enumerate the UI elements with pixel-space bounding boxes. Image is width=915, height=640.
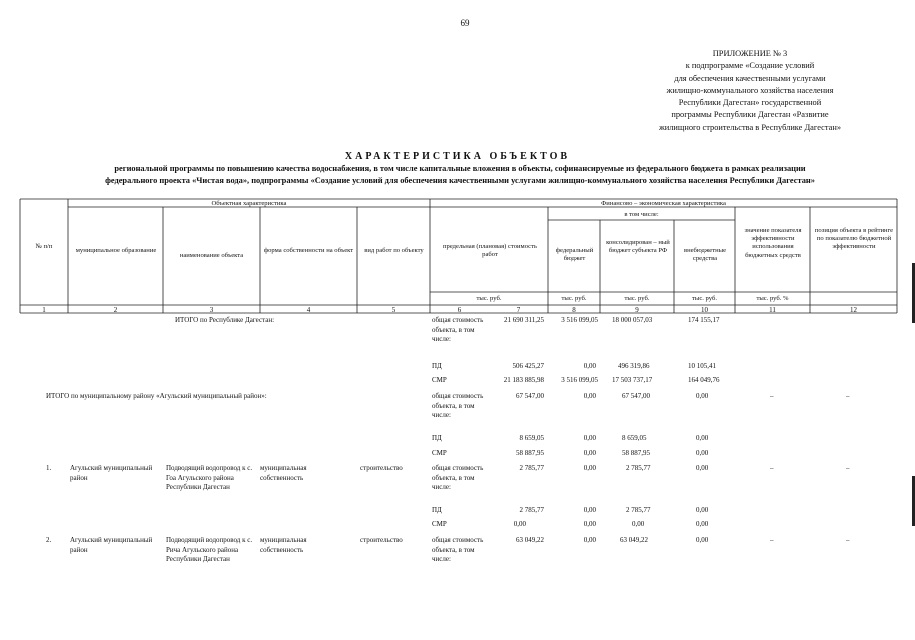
federal-value: 0,00 (583, 392, 596, 400)
consolidated-value: 8 659,05 (622, 434, 647, 442)
consolidated-value: 18 000 057,03 (612, 316, 653, 324)
row-num: 2. (46, 536, 52, 544)
line-type: ПД (432, 362, 442, 370)
rating-value: – (846, 464, 850, 472)
total-republic-label: ИТОГО по Республике Дагестан: (175, 316, 275, 324)
subtitle-line: федерального проекта «Чистая вода», подпрограммы «Создание условий для обеспечения качественными услугами жилищно-коммунального хозяйства населения Республики Дагестан» (105, 176, 815, 185)
unit-efficiency: тыс. руб. % (756, 295, 789, 302)
federal-value: 0,00 (583, 506, 596, 514)
header-ownership: форма собственности на объект (263, 247, 354, 254)
extra-value: 174 155,17 (688, 316, 720, 324)
line-type: СМР (432, 520, 447, 528)
col-number: 5 (391, 306, 396, 314)
cost-value: 58 887,95 (516, 449, 544, 457)
efficiency-value: – (770, 536, 774, 544)
col-number: 11 (769, 306, 776, 314)
efficiency-value: – (770, 464, 774, 472)
extra-value: 10 105,41 (688, 362, 716, 370)
consolidated-value: 2 785,77 (626, 464, 651, 472)
row-object-name: Подводящий водопровод к с. Рича Агульского района Республики Дагестан (166, 536, 253, 563)
header-object-name: наименование объекта (179, 252, 244, 259)
header-efficiency: значение показателя эффективности использования бюджетных средств (744, 227, 802, 259)
line-type: общая стоимость объекта, в том числе: (432, 536, 484, 563)
group-header-including: в том числе: (624, 211, 659, 218)
cost-value: 21 690 311,25 (504, 316, 544, 324)
extra-value: 0,00 (696, 536, 709, 544)
extra-value: 0,00 (696, 520, 709, 528)
consolidated-value: 17 503 737,17 (612, 376, 653, 384)
row-ownership: муниципальная собственность (260, 464, 307, 482)
federal-value: 0,00 (583, 520, 596, 528)
header-consolidated: консолидирован – ный бюджет субъекта РФ (606, 239, 670, 255)
rating-value: – (846, 392, 850, 400)
line-type: общая стоимость объекта, в том числе: (432, 464, 484, 491)
row-municipality: Агульский муниципальный район (70, 536, 153, 554)
cost-value: 67 547,00 (516, 392, 544, 400)
row-object-name: Подводящий водопровод к с. Гоа Агульского района Республики Дагестан (166, 464, 253, 491)
line-type: общая стоимость объекта, в том числе: (432, 316, 484, 343)
unit-federal: тыс. руб. (561, 295, 587, 302)
col-number: 6 (457, 306, 462, 314)
col-number: 8 (572, 306, 576, 314)
appendix-line: ПРИЛОЖЕНИЕ № 3 (712, 49, 788, 58)
consolidated-value: 496 319,86 (618, 362, 650, 370)
col-number: 7 (516, 306, 521, 314)
extra-value: 0,00 (696, 506, 709, 514)
header-rating: позиция объекта в рейтинге по показателю бюджетной эффективности (814, 227, 894, 251)
extra-value: 0,00 (696, 464, 709, 472)
header-cost: предельная (плановая) стоимость работ (443, 243, 537, 259)
group-header-object: Объектная характеристика (211, 200, 287, 207)
cost-value: 2 785,77 (519, 506, 544, 514)
col-number: 4 (306, 306, 311, 314)
total-district-label: ИТОГО по муниципальному району «Агульский муниципальный район»: (46, 392, 267, 400)
cost-value: 506 425,27 (512, 362, 544, 370)
appendix-line: к подпрограмме «Создание условий (685, 61, 815, 71)
header-work-type: вид работ по объекту (364, 247, 424, 254)
extra-value: 164 049,76 (688, 376, 720, 384)
col-number: 10 (701, 306, 708, 314)
header-num: № п/п (35, 243, 53, 250)
appendix-line: жилищного строительства в Республике Дагестан» (658, 122, 842, 132)
unit-cost: тыс. руб. (476, 295, 502, 302)
rating-value: – (846, 536, 850, 544)
document-title: ХАРАКТЕРИСТИКА ОБЪЕКТОВ (344, 151, 571, 162)
cost-value: 0,00 (513, 520, 526, 528)
appendix-line: для обеспечения качественными услугами (674, 73, 826, 83)
row-municipality: Агульский муниципальный район (70, 464, 153, 482)
consolidated-value: 63 049,22 (620, 536, 648, 544)
header-municipality: муниципальное образование (75, 247, 157, 254)
extra-value: 0,00 (696, 449, 709, 457)
line-type: СМР (432, 449, 447, 457)
line-type: СМР (432, 376, 447, 384)
extra-value: 0,00 (696, 434, 709, 442)
unit-consolidated: тыс. руб. (624, 295, 650, 302)
col-number: 3 (209, 306, 214, 314)
line-type: общая стоимость объекта, в том числе: (432, 392, 484, 419)
col-number: 1 (42, 306, 46, 314)
appendix-line: Республики Дагестан» государственной (678, 98, 822, 108)
cost-value: 2 785,77 (519, 464, 544, 472)
federal-value: 0,00 (583, 449, 596, 457)
extra-value: 0,00 (696, 392, 709, 400)
row-ownership: муниципальная собственность (260, 536, 307, 554)
consolidated-value: 0,00 (632, 520, 645, 528)
appendix-line: программы Республики Дагестан «Развитие (671, 110, 829, 120)
federal-value: 0,00 (583, 536, 596, 544)
cost-value: 8 659,05 (519, 434, 544, 442)
group-header-finance: Финансово – экономическая характеристика (601, 200, 726, 207)
efficiency-value: – (770, 392, 774, 400)
page-number: 69 (460, 18, 470, 28)
federal-value: 3 516 099,05 (561, 316, 598, 324)
row-work-type: строительство (360, 464, 403, 472)
consolidated-value: 58 887,95 (622, 449, 650, 457)
unit-extrabudget: тыс. руб. (692, 295, 717, 302)
col-number: 12 (850, 306, 857, 314)
federal-value: 3 516 099,05 (561, 376, 598, 384)
col-number: 2 (113, 306, 118, 314)
col-number: 9 (635, 306, 639, 314)
line-type: ПД (432, 434, 442, 442)
consolidated-value: 67 547,00 (622, 392, 650, 400)
header-extrabudget: внебюджетные средства (683, 247, 727, 263)
subtitle-line: региональной программы по повышению качества водоснабжения, в том числе капитальные вложения в объекты, софинансируемые из федерального бюджета в рамках реализации (114, 164, 806, 173)
federal-value: 0,00 (583, 464, 596, 472)
header-federal: федеральный бюджет (555, 247, 594, 263)
federal-value: 0,00 (583, 434, 596, 442)
row-work-type: строительство (360, 536, 403, 544)
appendix-line: жилищно-коммунального хозяйства населения (666, 85, 834, 95)
consolidated-value: 2 785,77 (626, 506, 651, 514)
row-num: 1. (46, 464, 52, 472)
cost-value: 63 049,22 (516, 536, 544, 544)
federal-value: 0,00 (583, 362, 596, 370)
cost-value: 21 183 885,98 (503, 376, 544, 384)
line-type: ПД (432, 506, 442, 514)
